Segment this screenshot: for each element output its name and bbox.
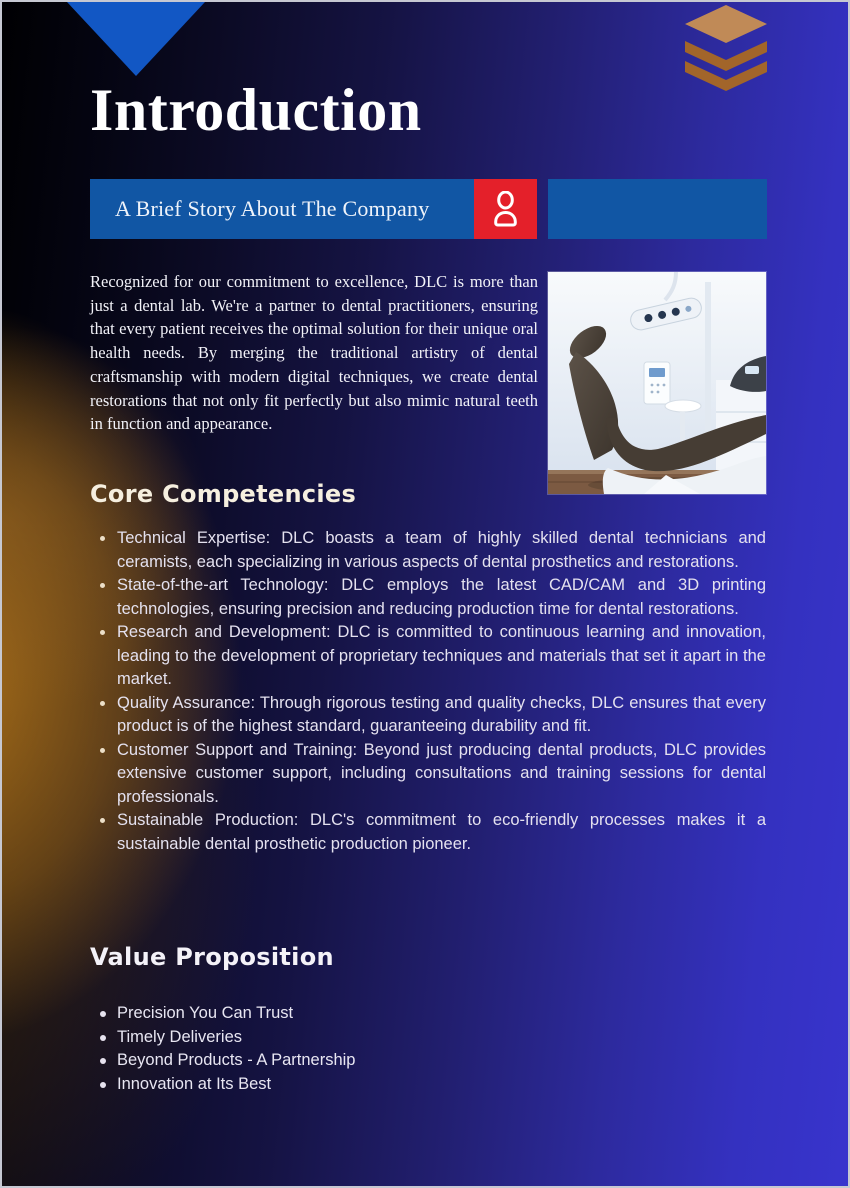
- list-item: Precision You Can Trust: [98, 1002, 766, 1026]
- list-item: Customer Support and Training: Beyond just producing dental products, DLC provides extensive customer support, including consultations and training sessions for dental professionals.: [98, 739, 766, 810]
- triangle-decoration: [67, 2, 205, 76]
- core-competencies-heading: Core Competencies: [90, 480, 357, 508]
- layers-icon: [685, 5, 767, 91]
- list-item: Research and Development: DLC is committed to continuous learning and innovation, leading to the development of proprietary techniques and materials that set it apart in the market.: [98, 621, 766, 692]
- person-badge: [474, 179, 537, 239]
- list-item: Innovation at Its Best: [98, 1073, 766, 1097]
- list-item: Timely Deliveries: [98, 1026, 766, 1050]
- intro-paragraph: Recognized for our commitment to excellence, DLC is more than just a dental lab. We're a partner to dental practitioners, ensuring that every patient receives the optimal solution for their unique oral health needs. By merging the traditional artistry of dental craftsmanship with modern digital techniques, we create dental restorations that not only fit perfectly but also mimic natural teeth in function and appearance.: [90, 272, 538, 434]
- banner-accent-bar: [548, 179, 767, 239]
- banner: [90, 179, 474, 239]
- page-title: Introduction: [90, 77, 422, 143]
- value-proposition-list: [98, 1002, 766, 1097]
- dental-clinic-photo: [548, 272, 766, 494]
- list-item: Beyond Products - A Partnership: [98, 1049, 766, 1073]
- banner-label: A Brief Story About The Company: [115, 196, 430, 221]
- list-item: Technical Expertise: DLC boasts a team of highly skilled dental technicians and ceramists, each specializing in various aspects of dental prosthetics and restorations.: [98, 527, 766, 574]
- list-item: Sustainable Production: DLC's commitment to eco-friendly processes makes it a sustainable dental prosthetic production pioneer.: [98, 809, 766, 856]
- list-item: State-of-the-art Technology: DLC employs the latest CAD/CAM and 3D printing technologies, ensuring precision and reducing production time for dental restorations.: [98, 574, 766, 621]
- list-item: Quality Assurance: Through rigorous testing and quality checks, DLC ensures that every product is of the highest standard, guaranteeing durability and fit.: [98, 692, 766, 739]
- value-proposition-heading: Value Proposition: [90, 943, 334, 971]
- core-competencies-list: [98, 527, 766, 856]
- person-icon: [492, 191, 519, 227]
